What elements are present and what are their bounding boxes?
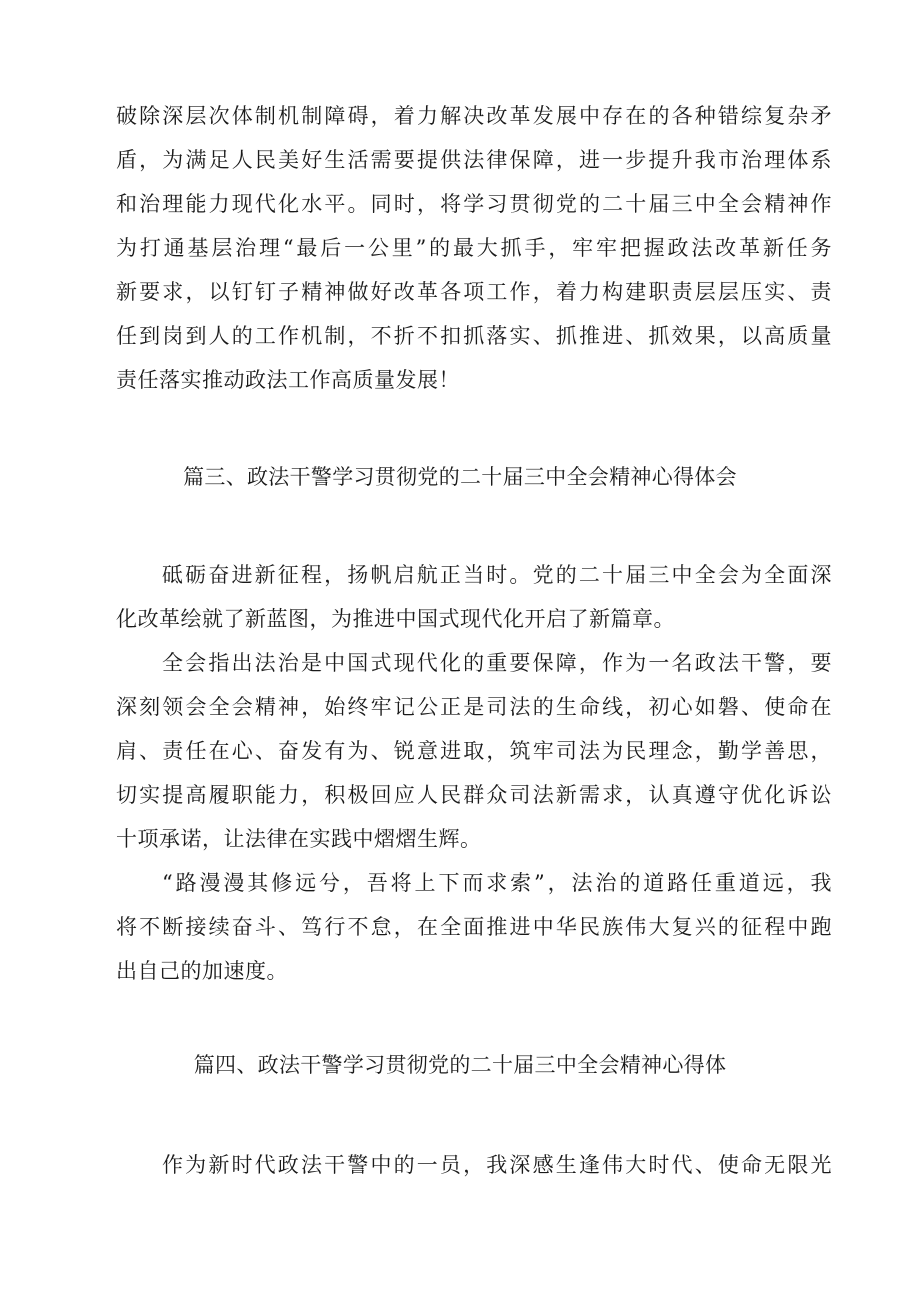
- section-four-title: 篇四、政法干警学习贯彻党的二十届三中全会精神心得体: [193, 1053, 727, 1077]
- body-line: 砥砺奋进新征程，扬帆启航正当时。党的二十届三中全会为全面深: [162, 563, 832, 587]
- body-line: 为打通基层治理“最后一公里”的最大抓手，牢牢把握政法改革新任务: [116, 236, 832, 260]
- body-line: 盾，为满足人民美好生活需要提供法律保障，进一步提升我市治理体系: [116, 148, 832, 172]
- body-line: 任到岗到人的工作机制，不折不扣抓落实、抓推进、抓效果，以高质量: [116, 324, 832, 348]
- body-line: 作为新时代政法干警中的一员，我深感生逢伟大时代、使命无限光: [162, 1153, 832, 1177]
- body-line: 十项承诺，让法律在实践中熠熠生辉。: [116, 827, 482, 851]
- body-line: 责任落实推动政法工作高质量发展！: [116, 368, 460, 392]
- body-line: 新要求，以钉钉子精神做好改革各项工作，着力构建职责层层压实、责: [116, 280, 832, 304]
- body-line: 出自己的加速度。: [116, 959, 288, 983]
- body-line: 化改革绘就了新蓝图，为推进中国式现代化开启了新篇章。: [116, 607, 675, 631]
- body-line: 全会指出法治是中国式现代化的重要保障，作为一名政法干警，要: [162, 651, 832, 675]
- body-line: 和治理能力现代化水平。同时，将学习贯彻党的二十届三中全会精神作: [116, 192, 832, 216]
- body-line: 肩、责任在心、奋发有为、锐意进取，筑牢司法为民理念，勤学善思，: [116, 739, 832, 763]
- body-line: 深刻领会全会精神，始终牢记公正是司法的生命线，初心如磐、使命在: [116, 695, 832, 719]
- body-line: 将不断接续奋斗、笃行不怠，在全面推进中华民族伟大复兴的征程中跑: [116, 915, 832, 939]
- body-line: 切实提高履职能力，积极回应人民群众司法新需求，认真遵守优化诉讼: [116, 783, 832, 807]
- section-three-title: 篇三、政法干警学习贯彻党的二十届三中全会精神心得体会: [183, 465, 737, 489]
- body-line: “路漫漫其修远兮，吾将上下而求索”，法治的道路任重道远，我: [162, 871, 832, 895]
- body-line: 破除深层次体制机制障碍，着力解决改革发展中存在的各种错综复杂矛: [116, 104, 832, 128]
